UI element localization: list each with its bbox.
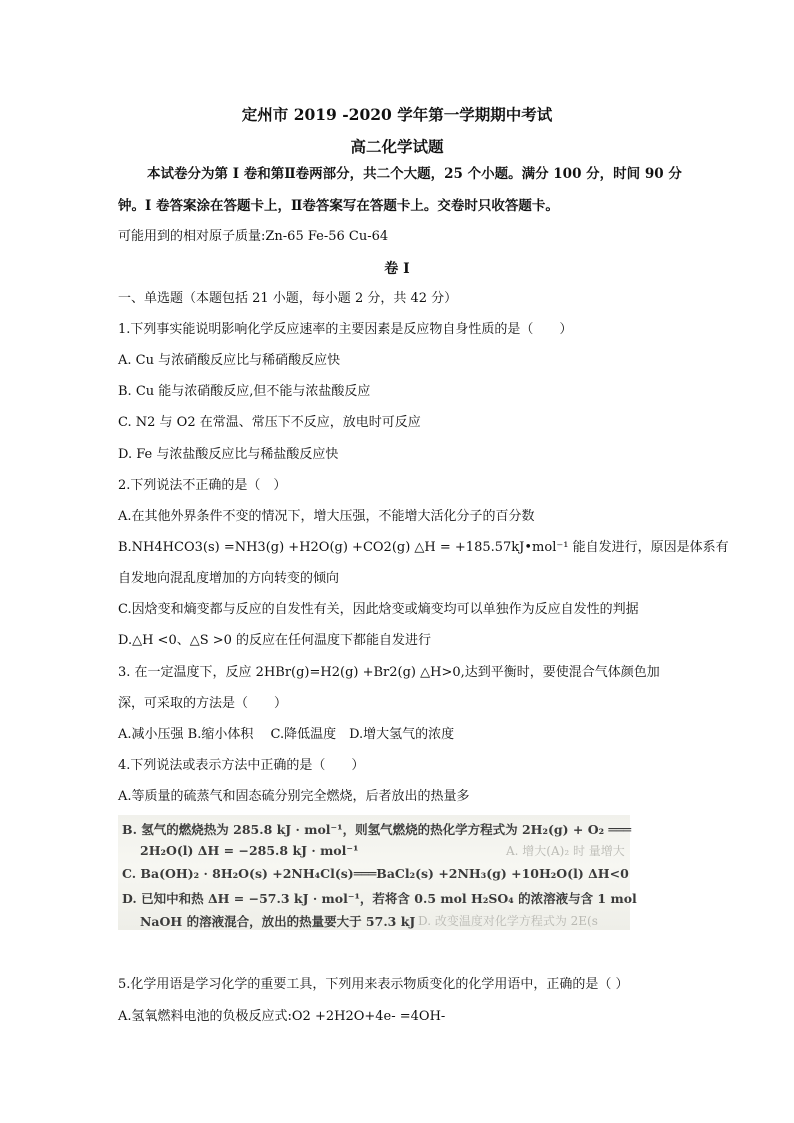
option-a: A. Cu 与浓硝酸反应比与稀硝酸反应快 <box>118 353 341 368</box>
question-stem: 3. 在一定温度下，反应 2HBr(g)=H2(g) +Br2(g) △H>0,达到平衡时，要使混合气体颜色加 <box>118 665 660 680</box>
atomic-mass-line: 可能用到的相对原子质量:Zn-65 Fe-56 Cu-64 <box>118 229 389 244</box>
question-stem: 1.下列事实能说明影响化学反应速率的主要因素是反应物自身性质的是（ ） <box>118 322 573 337</box>
question-stem: 2.下列说法不正确的是（ ） <box>118 478 287 493</box>
bleed-through-text: A. 增大(A)₂ 时 量增大 <box>506 844 625 858</box>
option-d: D.△H <0、△S >0 的反应在任何温度下都能自发进行 <box>118 633 432 648</box>
option-a: A.等质量的硫蒸气和固态硫分别完全燃烧，后者放出的热量多 <box>118 789 470 804</box>
option-a: A.在其他外界条件不变的情况下，增大压强，不能增大活化分子的百分数 <box>118 509 535 524</box>
scanned-options-image <box>118 815 637 930</box>
options-line: A.减小压强 B.缩小体积 C.降低温度 D.增大氢气的浓度 <box>118 727 455 742</box>
section-title: 一、单选题（本题包括 21 小题，每小题 2 分，共 42 分） <box>118 291 458 306</box>
question-stem-continued: 深，可采取的方法是（ ） <box>118 696 288 711</box>
option-d-continued: NaOH 的溶液混合，放出的热量要大于 57.3 kJ <box>140 914 416 929</box>
intro-line-1: 本试卷分为第 I 卷和第Ⅱ卷两部分，共二个大题，25 个小题。满分 100 分，时间 90 分 <box>147 166 682 182</box>
option-c: C. Ba(OH)₂ · 8H₂O(s) +2NH₄Cl(s)═══BaCl₂(s) +2NH₃(g) +10H₂O(l) ΔH<0 <box>122 866 629 881</box>
intro-line-2: 钟。I 卷答案涂在答题卡上，Ⅱ卷答案写在答题卡上。交卷时只收答题卡。 <box>118 198 559 214</box>
volume-label: 卷 I <box>384 261 410 277</box>
option-b-continued: 自发地向混乱度增加的方向转变的倾向 <box>118 571 340 586</box>
option-b: B.NH4HCO3(s) =NH3(g) +H2O(g) +CO2(g) △H = +185.57kJ•mol⁻¹ 能自发进行，原因是体系有 <box>118 540 729 555</box>
option-b-continued: 2H₂O(l) ΔH = −285.8 kJ · mol⁻¹ <box>140 843 359 858</box>
bleed-through-text: D. 改变温度对化学方程式为 2E(s <box>418 914 598 928</box>
option-d: D. 已知中和热 ΔH = −57.3 kJ · mol⁻¹，若将含 0.5 mol H₂SO₄ 的浓溶液与含 1 mol <box>122 891 637 906</box>
option-c: C.因焓变和熵变都与反应的自发性有关，因此焓变或熵变均可以单独作为反应自发性的判据 <box>118 602 639 617</box>
option-b: B. 氢气的燃烧热为 285.8 kJ · mol⁻¹，则氢气燃烧的热化学方程式为 2H₂(g) + O₂ ═══ <box>122 822 632 837</box>
question-stem: 5.化学用语是学习化学的重要工具，下列用来表示物质变化的化学用语中，正确的是（ ） <box>118 977 629 992</box>
option-d: D. Fe 与浓盐酸反应比与稀盐酸反应快 <box>118 447 339 462</box>
exam-title: 定州市 2019 -2020 学年第一学期期中考试 <box>241 105 553 124</box>
exam-subtitle: 高二化学试题 <box>350 137 444 156</box>
option-c: C. N2 与 O2 在常温、常压下不反应，放电时可反应 <box>118 415 421 430</box>
option-b: B. Cu 能与浓硝酸反应,但不能与浓盐酸反应 <box>118 384 371 399</box>
option-a: A.氢氧燃料电池的负极反应式:O2 +2H2O+4e- =4OH- <box>118 1009 446 1024</box>
question-stem: 4.下列说法或表示方法中正确的是（ ） <box>118 758 365 773</box>
